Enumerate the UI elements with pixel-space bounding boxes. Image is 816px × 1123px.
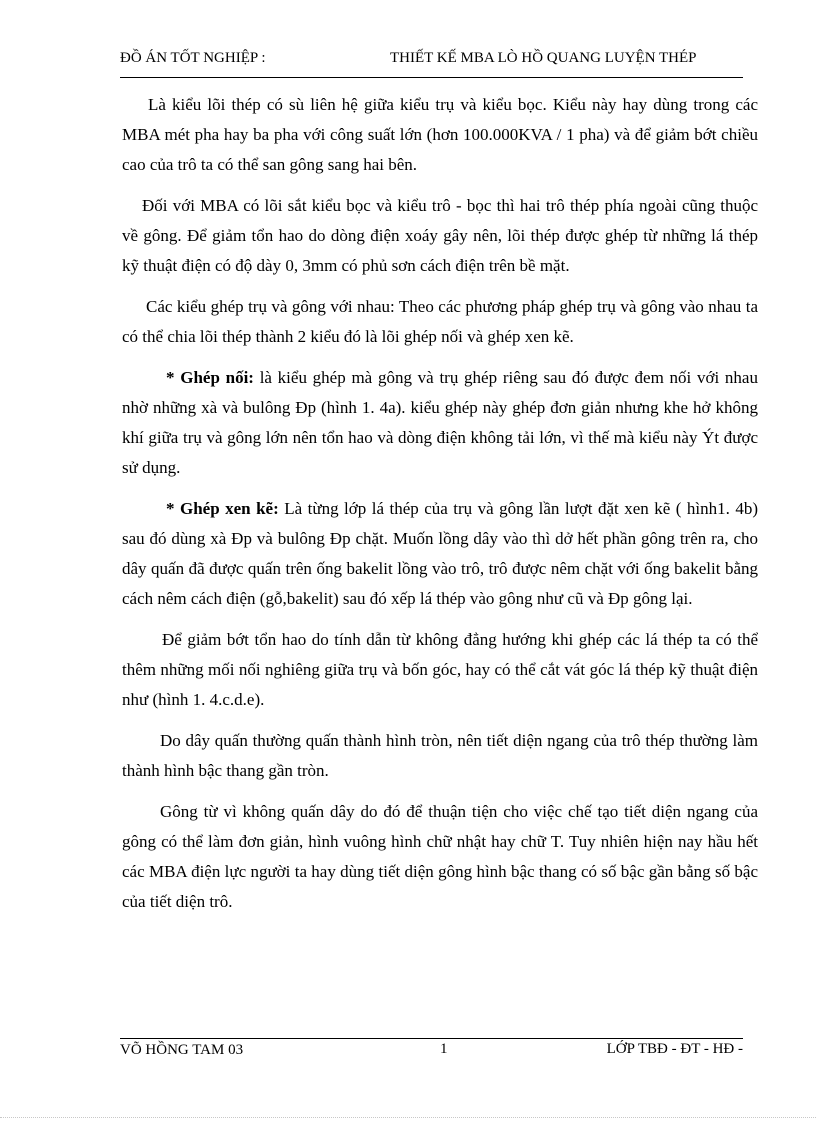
page-number: 1 [440, 1041, 448, 1057]
paragraph-1 [122, 90, 758, 180]
header-thesis-label: ĐỒ ÁN TỐT NGHIỆP : [120, 50, 266, 66]
paragraph-7 [122, 726, 758, 786]
page-boundary-line [0, 1117, 816, 1118]
header-thesis-title: THIẾT KẾ MBA LÒ HỒ QUANG LUYỆN THÉP [390, 50, 697, 66]
header-rule [120, 77, 743, 78]
paragraph-text: Đối với MBA có lõi sắt kiểu bọc và kiểu trô - bọc thì hai trô thép phía ngoài cũng thuộc về gông. Để giảm tổn hao do dòng điện xoáy gây nên, lõi thép được ghép từ những lá thép kỹ thuật điện có độ dày 0, 3mm có phủ sơn cách điện trên bề mặt. [122, 196, 758, 275]
paragraph-text: Các kiểu ghép trụ và gông với nhau: Theo các phương pháp ghép trụ và gông vào nhau ta có thể chia lõi thép thành 2 kiểu đó là lõi ghép nối và ghép xen kẽ. [122, 297, 758, 346]
footer-rule [120, 1038, 743, 1039]
paragraph-ghep-noi [122, 363, 758, 483]
paragraph-text: Là kiểu lõi thép có sù liên hệ giữa kiểu trụ và kiểu bọc. Kiểu này hay dùng trong các MBA mét pha hay ba pha với công suất lớn (hơn 100.000KVA / 1 pha) và để giảm bớt chiều cao của trô ta có thể san gông sang hai bên. [122, 95, 758, 174]
footer-class: LỚP TBĐ - ĐT - HĐ - [606, 1041, 743, 1057]
document-body [122, 90, 758, 928]
paragraph-6 [122, 625, 758, 715]
paragraph-text: là kiểu ghép mà gông và trụ ghép riêng sau đó được đem nối với nhau nhờ những xà và bulông Đp (hình 1. 4a). kiểu ghép này ghép đơn giản nhưng khe hở không khí giữa trụ và gông lớn nên tổn hao và dòng điện không tải lớn, vì thế mà kiểu này Ýt được sử dụng. [122, 368, 758, 477]
paragraph-3 [122, 292, 758, 352]
paragraph-ghep-xen-ke [122, 494, 758, 614]
paragraph-lead: * Ghép nối: [166, 368, 254, 387]
paragraph-8 [122, 797, 758, 917]
paragraph-2 [122, 191, 758, 281]
paragraph-text: Là từng lớp lá thép của trụ và gông lần lượt đặt xen kẽ ( hình1. 4b) sau đó dùng xà Đp và bulông Đp chặt. Muốn lồng dây vào thì dở hết phần gông trên ra, cho dây quấn đã được quấn trên ống bakelit lồng vào trô, trô được nêm chặt với ống bakelit bằng cách nêm cách điện (gỗ,bakelit) sau đó xếp lá thép vào gông như cũ và Đp gông lại. [122, 499, 758, 608]
paragraph-lead: * Ghép xen kẽ: [166, 499, 279, 518]
paragraph-text: Do dây quấn thường quấn thành hình tròn, nên tiết diện ngang của trô thép thường làm thành hình bậc thang gần tròn. [122, 731, 758, 780]
paragraph-text: Gông từ vì không quấn dây do đó để thuận tiện cho việc chế tạo tiết diện ngang của gông có thể làm đơn giản, hình vuông hình chữ nhật hay chữ T. Tuy nhiên hiện nay hầu hết các MBA điện lực người ta hay dùng tiết diện gông hình bậc thang có số bậc gần bằng số bậc của tiết diện trô. [122, 802, 758, 911]
paragraph-text: Để giảm bớt tổn hao do tính dẫn từ không đẳng hướng khi ghép các lá thép ta có thể thêm những mối nối nghiêng giữa trụ và bốn góc, hay có thể cắt vát góc lá thép kỹ thuật điện như (hình 1. 4.c.d.e). [122, 630, 758, 709]
page-footer [120, 1041, 743, 1081]
footer-author: VÕ HỒNG TAM 03 [120, 1042, 244, 1058]
page-header [120, 48, 743, 70]
